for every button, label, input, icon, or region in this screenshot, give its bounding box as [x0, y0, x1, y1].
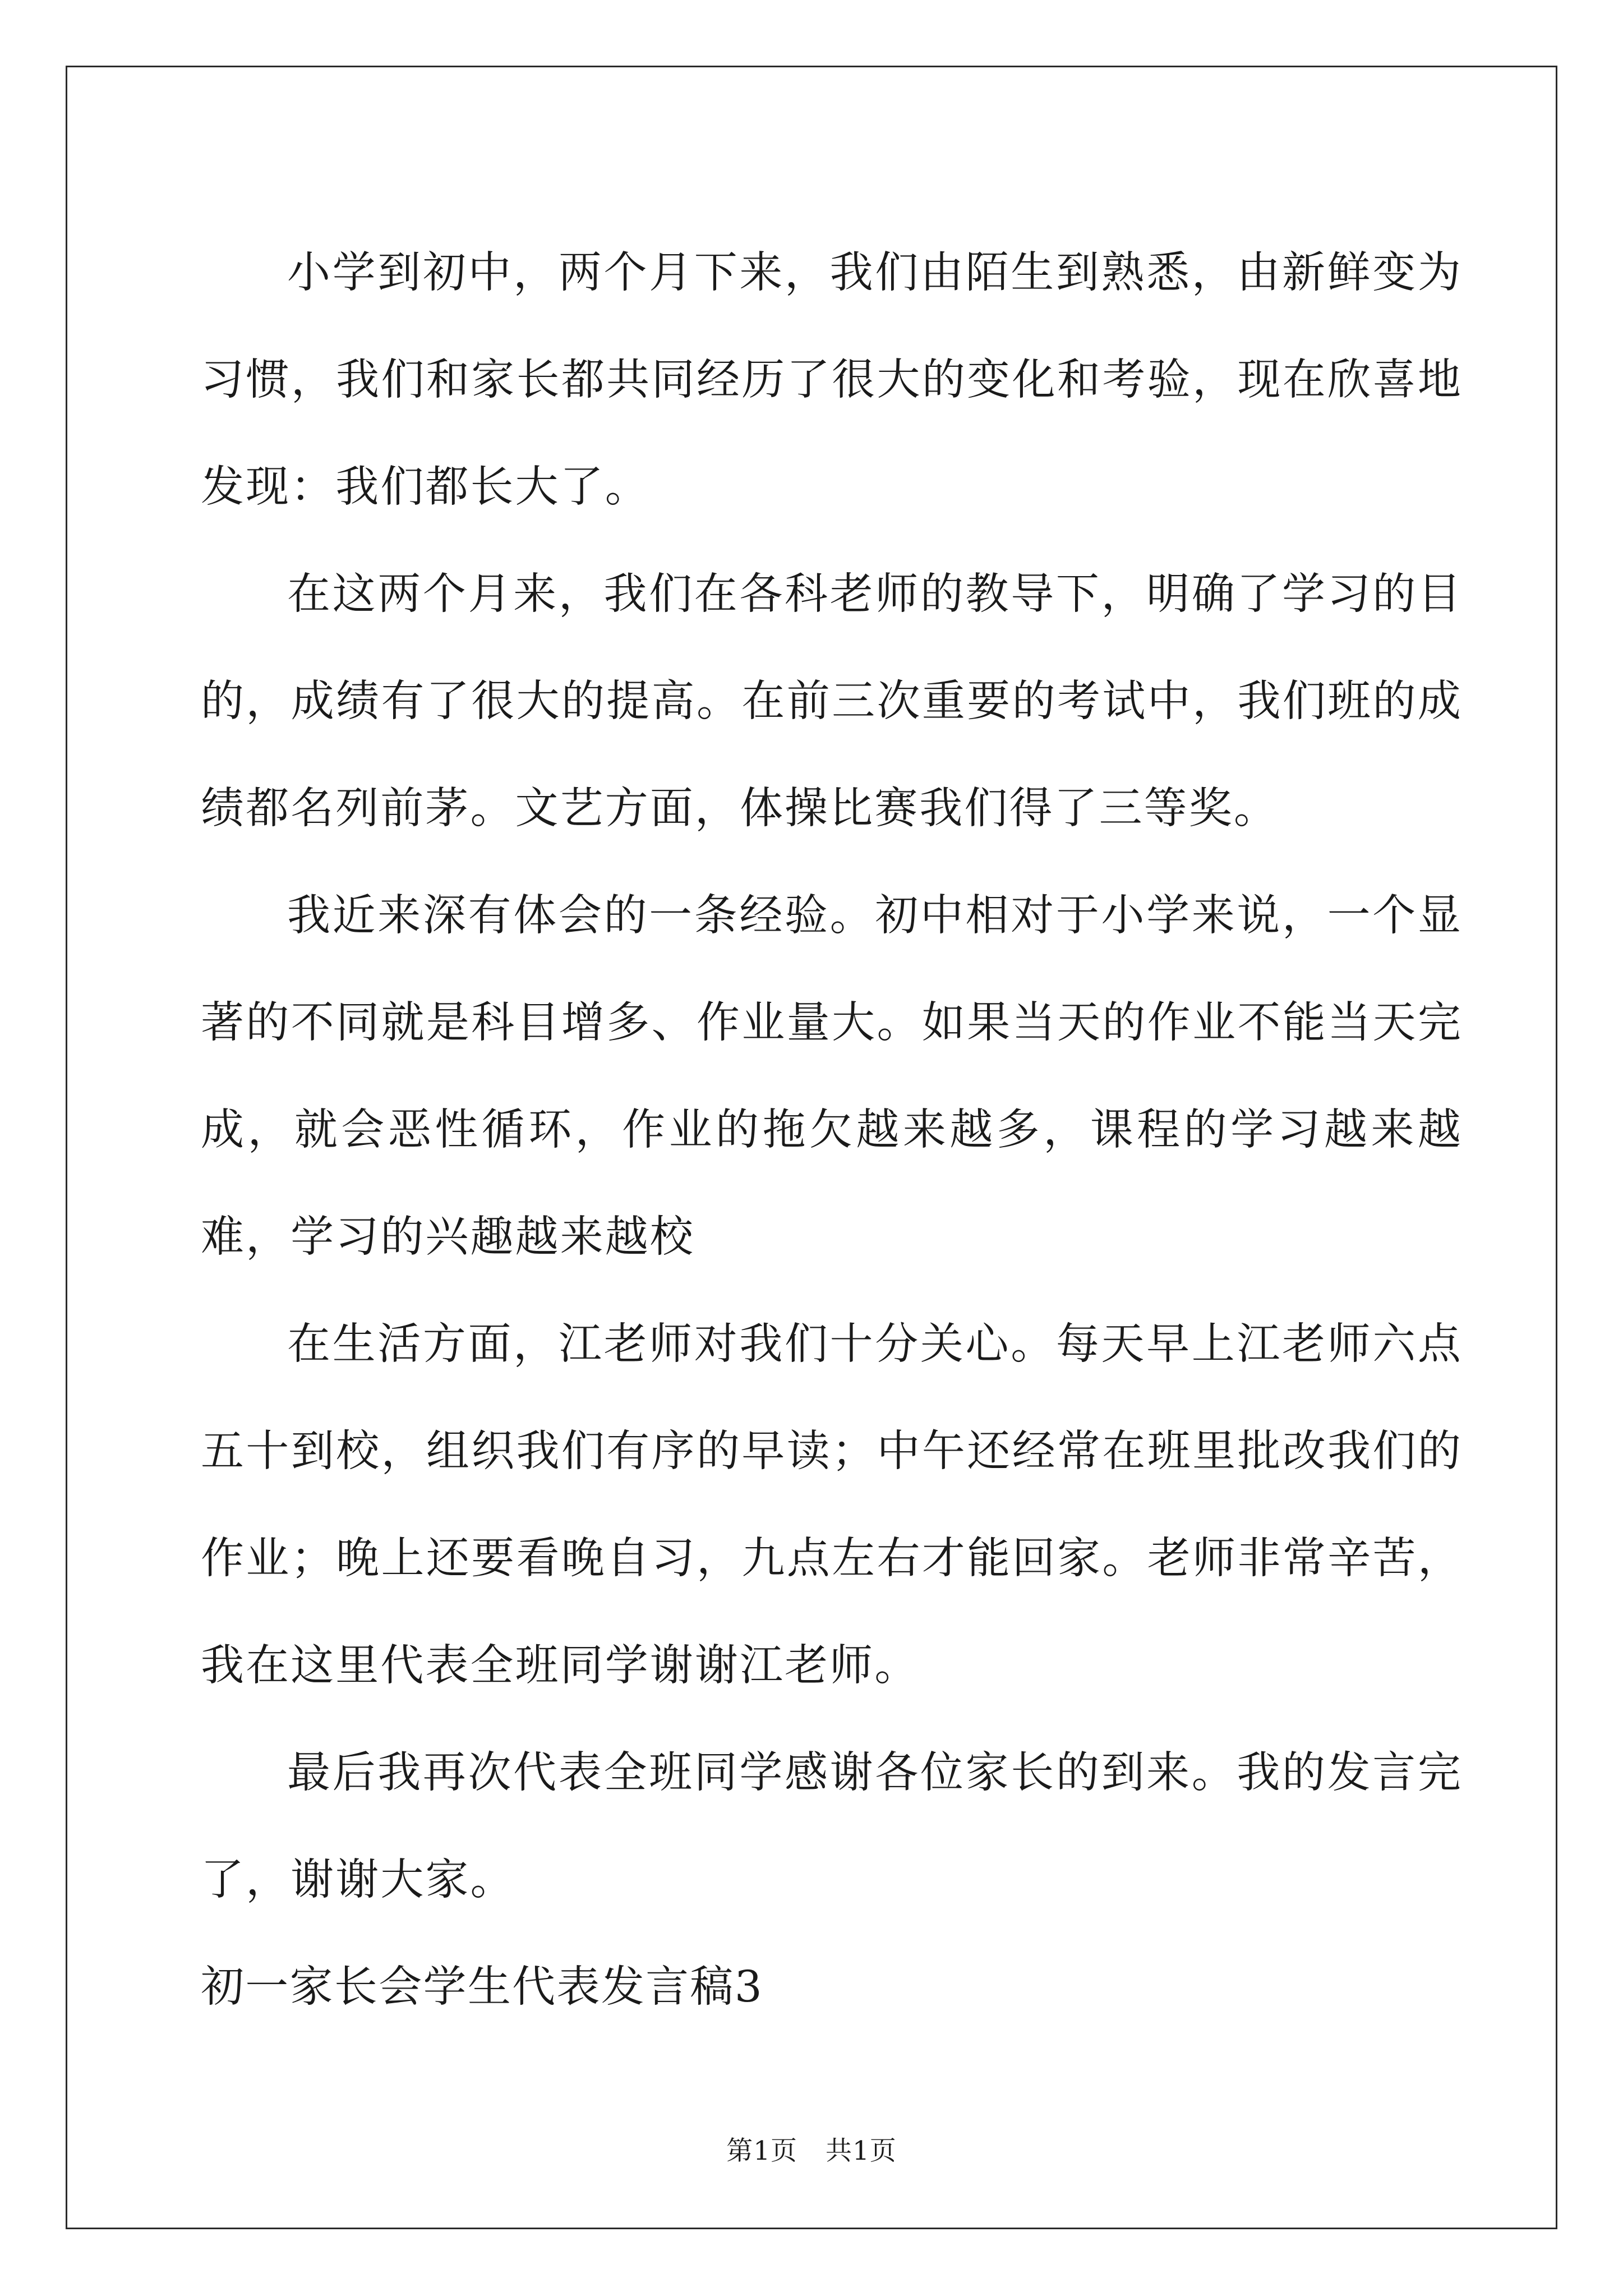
paragraph-3: 我近来深有体会的一条经验。初中相对于小学来说，一个显著的不同就是科目增多、作业量大。如果当天的作业不能当天完成，就会恶性循环，作业的拖欠越来越多，课程的学习越来越难，学习的兴趣越来越校 [201, 891, 1463, 1262]
document-body [201, 219, 1463, 2041]
paragraph-2: 在这两个月来，我们在各科老师的教导下，明确了学习的目的，成绩有了很大的提高。在前三次重要的考试中，我们班的成绩都名列前茅。文艺方面，体操比赛我们得了三等奖。 [201, 569, 1463, 834]
paragraph-1: 小学到初中，两个月下来，我们由陌生到熟悉，由新鲜变为习惯，我们和家长都共同经历了很大的变化和考验，现在欣喜地发现：我们都长大了。 [201, 248, 1463, 512]
paragraph-4: 在生活方面，江老师对我们十分关心。每天早上江老师六点五十到校，组织我们有序的早读；中午还经常在班里批改我们的作业；晚上还要看晚自习，九点左右才能回家。老师非常辛苦，我在这里代表全班同学谢谢江老师。 [201, 1319, 1463, 1691]
paragraph-5: 最后我再次代表全班同学感谢各位家长的到来。我的发言完了，谢谢大家。 [201, 1748, 1463, 1905]
page-number-total: 共1页 [826, 2136, 897, 2166]
section-heading: 初一家长会学生代表发言稿3 [201, 1962, 764, 2012]
page-number-current: 第1页 [726, 2136, 797, 2166]
page-footer [0, 2134, 1623, 2168]
